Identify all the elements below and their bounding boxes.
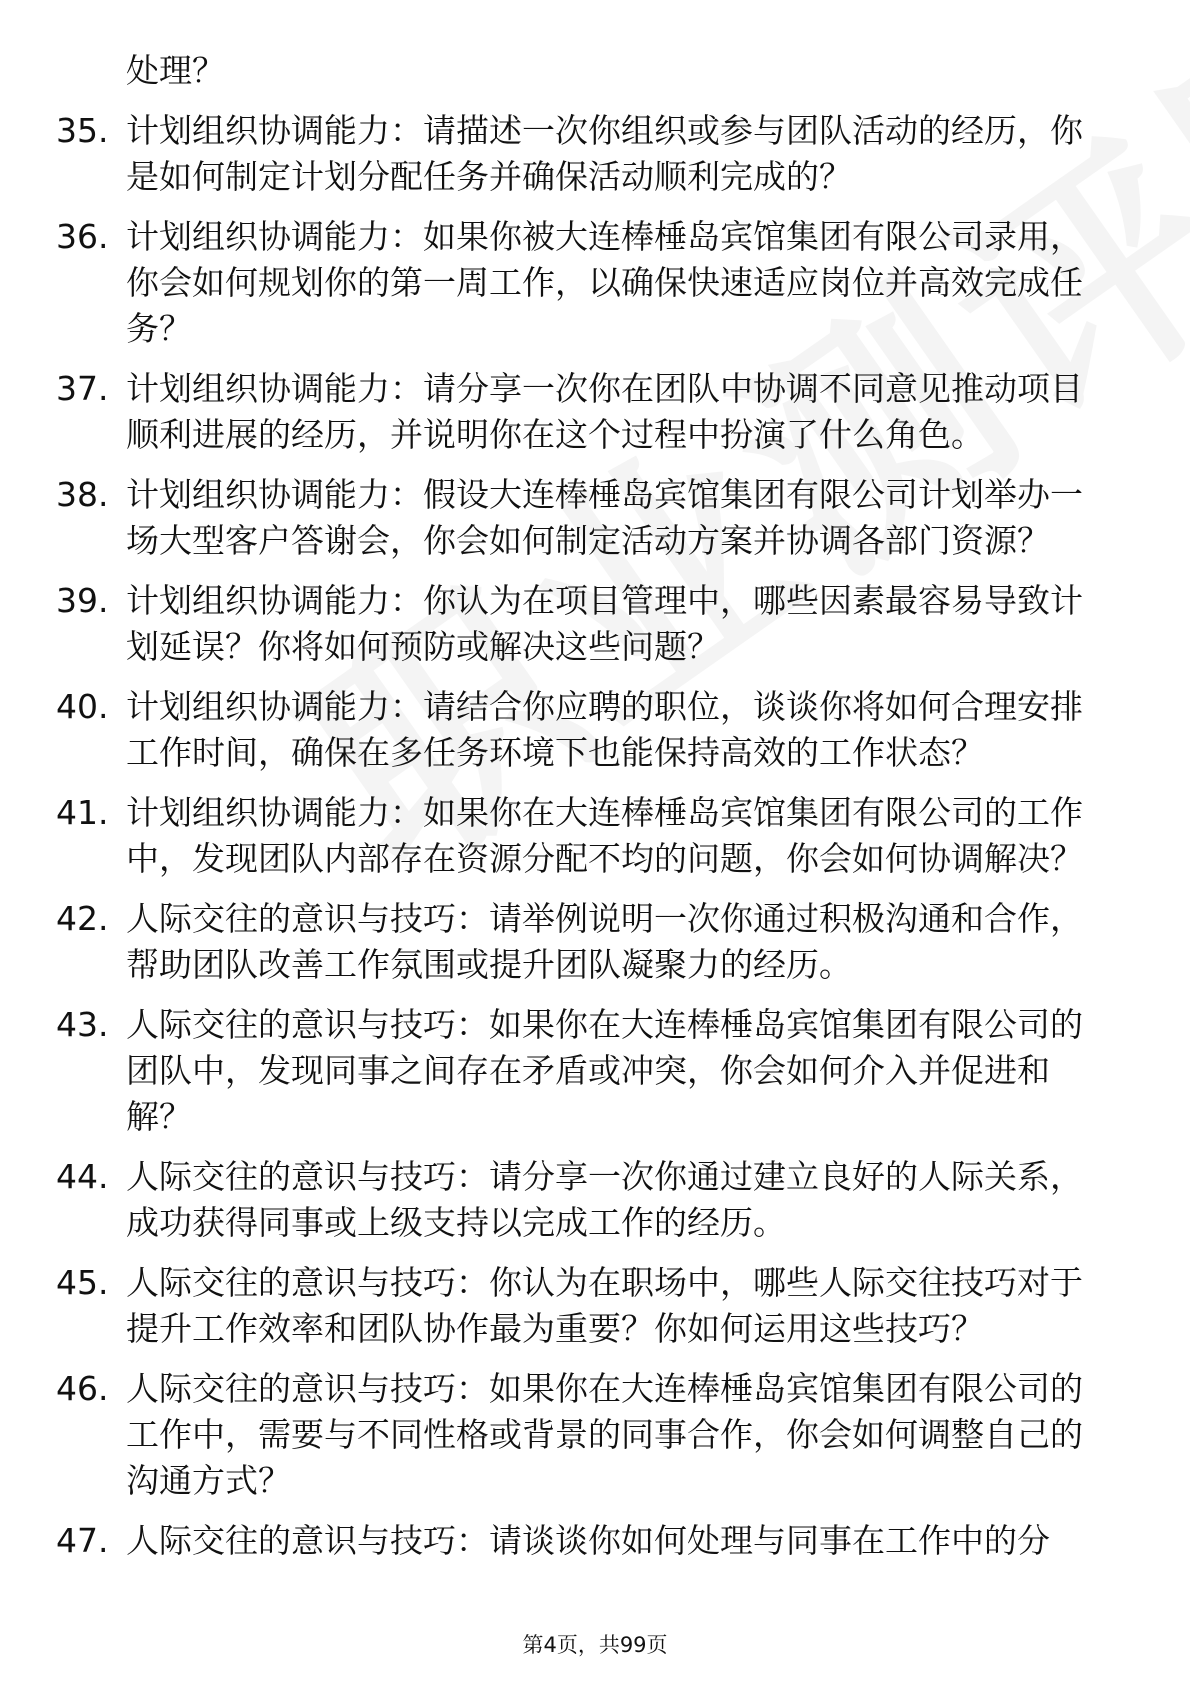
- item-text: 计划组织协调能力：如果你被大连棒棰岛宾馆集团有限公司录用，你会如何规划你的第一周工作，以确保快速适应岗位并高效完成任务？: [126, 217, 1083, 348]
- list-item: [0, 1518, 1190, 1564]
- item-number: 35.: [56, 111, 109, 150]
- list-item: [0, 366, 1190, 458]
- item-number: 42.: [56, 899, 109, 938]
- item-number: 40.: [56, 687, 109, 726]
- item-text: 人际交往的意识与技巧：请谈谈你如何处理与同事在工作中的分: [126, 1521, 1050, 1560]
- list-item: [0, 578, 1190, 670]
- item-text: 人际交往的意识与技巧：你认为在职场中，哪些人际交往技巧对于提升工作效率和团队协作最为重要？你如何运用这些技巧？: [126, 1263, 1083, 1348]
- continuation-text: 处理？: [126, 51, 225, 90]
- list-item: [0, 1154, 1190, 1246]
- list-item: [0, 684, 1190, 776]
- item-text: 计划组织协调能力：如果你在大连棒棰岛宾馆集团有限公司的工作中，发现团队内部存在资源分配不均的问题，你会如何协调解决？: [126, 793, 1083, 878]
- list-item: [0, 896, 1190, 988]
- item-text: 计划组织协调能力：请描述一次你组织或参与团队活动的经历，你是如何制定计划分配任务并确保活动顺利完成的？: [126, 111, 1083, 196]
- list-item: [0, 1002, 1190, 1140]
- item-number: 46.: [56, 1369, 109, 1408]
- item-number: 36.: [56, 217, 109, 256]
- page-footer: 第4页，共99页: [522, 1633, 668, 1657]
- item-text: 人际交往的意识与技巧：如果你在大连棒棰岛宾馆集团有限公司的工作中，需要与不同性格或背景的同事合作，你会如何调整自己的沟通方式？: [126, 1369, 1083, 1500]
- item-text: 计划组织协调能力：请结合你应聘的职位，谈谈你将如何合理安排工作时间，确保在多任务环境下也能保持高效的工作状态？: [126, 687, 1083, 772]
- list-item: [0, 790, 1190, 882]
- item-number: 47.: [56, 1521, 109, 1560]
- item-number: 37.: [56, 369, 109, 408]
- list-item: [0, 214, 1190, 352]
- list-item: [0, 472, 1190, 564]
- item-text: 人际交往的意识与技巧：如果你在大连棒棰岛宾馆集团有限公司的团队中，发现同事之间存在矛盾或冲突，你会如何介入并促进和解？: [126, 1005, 1083, 1136]
- item-text: 计划组织协调能力：你认为在项目管理中，哪些因素最容易导致计划延误？你将如何预防或解决这些问题？: [126, 581, 1083, 666]
- list-item: [0, 1366, 1190, 1504]
- item-number: 45.: [56, 1263, 109, 1302]
- question-list: [0, 48, 1190, 1578]
- item-number: 43.: [56, 1005, 109, 1044]
- item-text: 计划组织协调能力：请分享一次你在团队中协调不同意见推动项目顺利进展的经历，并说明你在这个过程中扮演了什么角色。: [126, 369, 1083, 454]
- item-number: 38.: [56, 475, 109, 514]
- item-number: 44.: [56, 1157, 109, 1196]
- item-text: 人际交往的意识与技巧：请分享一次你通过建立良好的人际关系，成功获得同事或上级支持以完成工作的经历。: [126, 1157, 1083, 1242]
- list-item: [0, 108, 1190, 200]
- list-item: [0, 1260, 1190, 1352]
- item-text: 人际交往的意识与技巧：请举例说明一次你通过积极沟通和合作，帮助团队改善工作氛围或提升团队凝聚力的经历。: [126, 899, 1083, 984]
- item-text: 计划组织协调能力：假设大连棒棰岛宾馆集团有限公司计划举办一场大型客户答谢会，你会如何制定活动方案并协调各部门资源？: [126, 475, 1083, 560]
- item-number: 39.: [56, 581, 109, 620]
- item-number: 41.: [56, 793, 109, 832]
